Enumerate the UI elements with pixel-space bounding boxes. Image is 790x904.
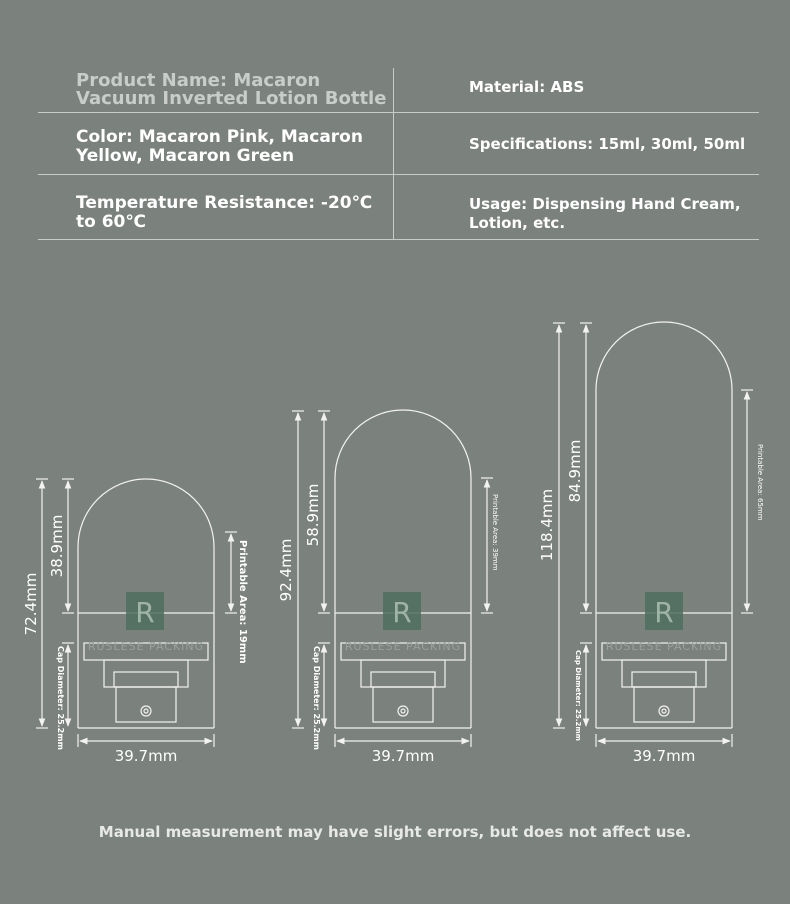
watermark-logo-letter: R — [654, 596, 674, 629]
bottle-medium-pump — [373, 687, 433, 722]
label-width-medium: 39.7mm — [371, 747, 435, 765]
label-width-large: 39.7mm — [632, 747, 696, 765]
label-total-height-medium: 92.4mm — [277, 538, 295, 602]
bottle-medium — [292, 410, 493, 747]
bottle-large-pump — [634, 687, 694, 722]
label-cap-small: Cap Diameter: 25.2mm — [56, 646, 65, 750]
measurement-disclaimer: Manual measurement may have slight errors, but does not affect use. — [98, 823, 692, 841]
bottle-large — [553, 322, 753, 747]
watermark-text: RUSLESE PACKING — [605, 640, 723, 653]
watermark-small — [88, 592, 204, 653]
label-total-height-small: 72.4mm — [22, 572, 40, 636]
label-cap-large: Cap Diameter: 25.2mm — [574, 650, 582, 741]
color-spec: Color: Macaron Pink, Macaron Yellow, Macaron Green — [76, 127, 363, 166]
watermark-text: RUSLESE PACKING — [344, 640, 462, 653]
bottle-large-body — [596, 322, 732, 613]
watermark-logo-letter: R — [135, 596, 155, 629]
capacity-spec: Specifications: 15ml, 30ml, 50ml — [469, 135, 746, 153]
label-printable-medium: Printable Area: 39mm — [491, 494, 499, 571]
label-body-height-medium: 58.9mm — [304, 483, 322, 547]
bottle-medium-body — [335, 410, 471, 613]
watermark-logo-letter: R — [392, 596, 412, 629]
label-body-height-large: 84.9mm — [566, 439, 584, 503]
label-body-height-small: 38.9mm — [48, 514, 66, 578]
watermark-text: RUSLESE PACKING — [87, 640, 205, 653]
product-name: Product Name: Macaron Vacuum Inverted Lotion Bottle — [76, 70, 387, 109]
label-printable-large: Printable Area: 65mm — [756, 444, 764, 521]
label-width-small: 39.7mm — [114, 747, 178, 765]
watermark-large — [606, 592, 722, 653]
label-total-height-large: 118.4mm — [538, 488, 556, 562]
label-cap-medium: Cap Diameter: 25.2mm — [312, 646, 321, 750]
temperature-spec: Temperature Resistance: -20℃ to 60℃ — [76, 193, 373, 232]
material: Material: ABS — [469, 78, 585, 96]
usage-spec: Usage: Dispensing Hand Cream, Lotion, etc. — [469, 195, 741, 232]
watermark-medium — [345, 592, 461, 653]
label-printable-small: Printable Area: 19mm — [237, 540, 248, 664]
bottle-small-pump — [116, 687, 176, 722]
